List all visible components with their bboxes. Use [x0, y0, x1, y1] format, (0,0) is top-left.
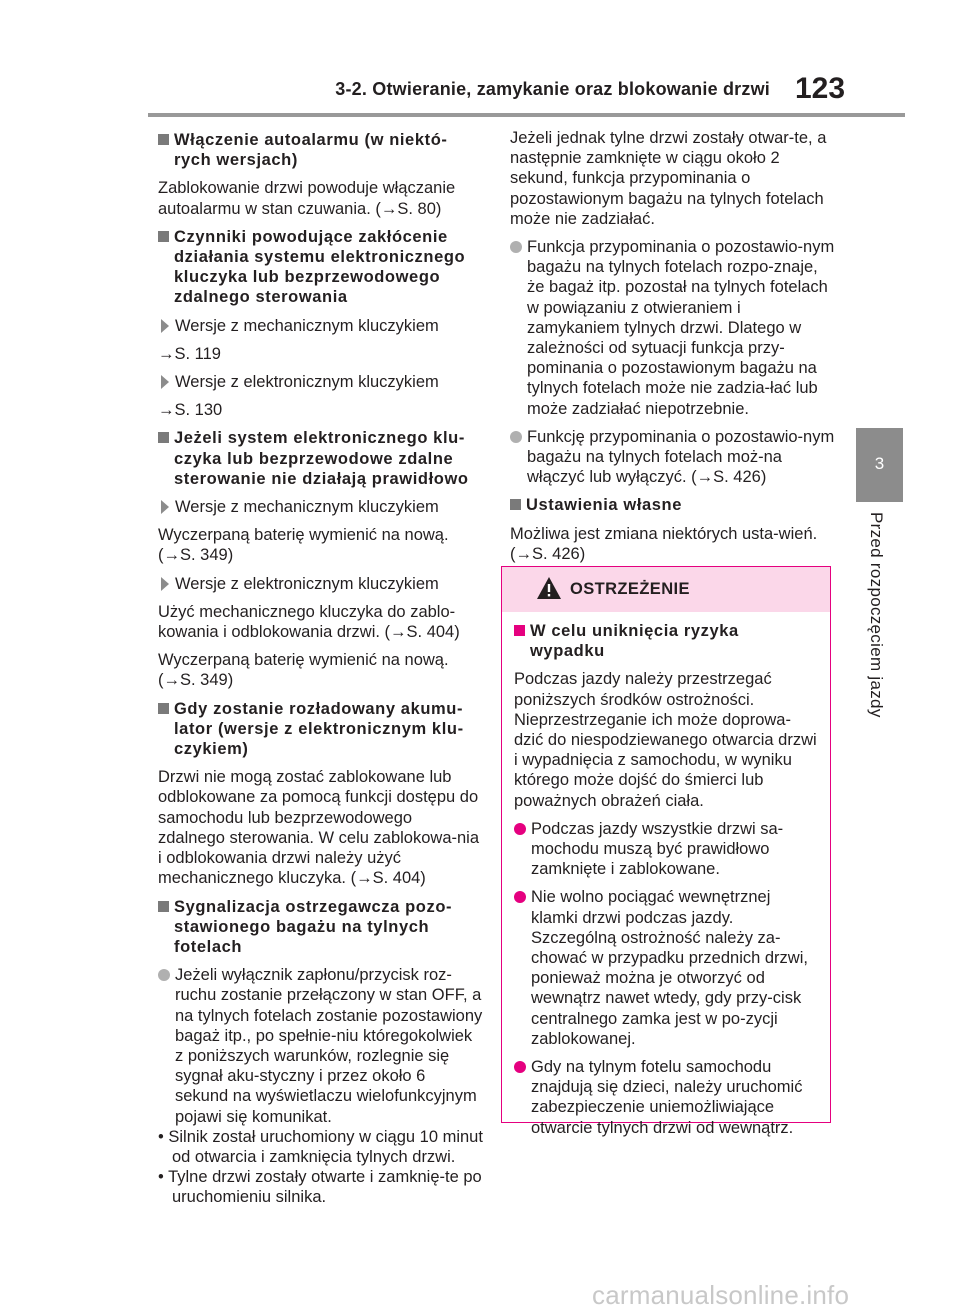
- list-item: • Tylne drzwi zostały otwarte i zamknię-te po uruchomieniu silnika.: [158, 1168, 482, 1207]
- header-rule: [148, 113, 905, 117]
- chapter-label: Przed rozpoczęciem jazdy: [867, 512, 886, 718]
- section-title: 3-2. Otwieranie, zamykanie oraz blokowanie drzwi: [335, 79, 770, 99]
- triangle-arrow-icon: [161, 319, 169, 333]
- left-column: [158, 130, 483, 1208]
- square-bullet-icon: [514, 625, 525, 636]
- warning-triangle-icon: [536, 576, 562, 600]
- warning-header: [502, 567, 830, 612]
- right-column: [510, 128, 835, 572]
- warning-bullet: Gdy na tylnym fotelu samochodu znajdują się dzieci, należy uruchomić zabezpieczenie uniemożliwiające otwarcie tylnych drzwi od wewnątrz.: [514, 1057, 818, 1138]
- circle-bullet-icon: [158, 969, 170, 981]
- variant-item: Wersje z elektronicznym kluczykiem: [158, 372, 483, 392]
- square-bullet-icon: [158, 231, 169, 242]
- warning-body: [502, 612, 830, 1138]
- warning-bullet: Podczas jazdy wszystkie drzwi sa-mochodu muszą być prawidłowo zamknięte i zablokowane.: [514, 819, 818, 880]
- circle-bullet-icon: [510, 241, 522, 253]
- paragraph: Wyczerpaną baterię wymienić na nową. (→S. 349): [158, 651, 449, 690]
- circle-bullet-icon: [514, 891, 526, 903]
- paragraph: Drzwi nie mogą zostać zablokowane lub odblokowane za pomocą funkcji dostępu do samochodu lub bezprzewodowego zdalnego sterowania. W celu zablokowa-nia i odblokowania drzwi należy użyć mechanicznego kluczyka. (→S. 404): [158, 768, 480, 888]
- variant-item: Wersje z mechanicznym kluczykiem: [158, 497, 483, 517]
- heading: Czynniki powodujące zakłócenie działania systemu elektronicznego kluczyka lub bezprzewodowego zdalnego sterowania: [158, 227, 483, 308]
- triangle-arrow-icon: [161, 500, 169, 514]
- triangle-arrow-icon: [161, 375, 169, 389]
- warning-heading: W celu uniknięcia ryzyka wypadku: [514, 621, 818, 661]
- bullet-item: Jeżeli wyłącznik zapłonu/przycisk roz-ruchu zostanie przełączony w stan OFF, a na tylnych fotelach zostanie pozostawiony bagaż itp., po spełnie-niu któregokolwiek z poniższych warunków, rozlegnie się sygnał aku-styczny i przez około 6 sekund na wyświetlaczu wielofunkcyjnym pojawi się komunikat.: [158, 965, 483, 1127]
- warning-title: OSTRZEŻENIE: [570, 580, 690, 598]
- variant-item: Wersje z elektronicznym kluczykiem: [158, 574, 483, 594]
- square-bullet-icon: [158, 901, 169, 912]
- paragraph: Zablokowanie drzwi powoduje włączanie autoalarmu w stan czuwania. (→S. 80): [158, 179, 456, 218]
- variant-item: Wersje z mechanicznym kluczykiem: [158, 316, 483, 336]
- page-reference[interactable]: →S. 119: [158, 344, 221, 363]
- heading: Jeżeli system elektronicznego klu-czyka lub bezprzewodowe zdalne sterowanie nie działają prawidłowo: [158, 428, 483, 489]
- square-bullet-icon: [158, 134, 169, 145]
- bullet-item: Funkcję przypominania o pozostawio-nym bagażu na tylnych fotelach moż-na włączyć lub wyłączyć. (→S. 426): [510, 427, 835, 488]
- paragraph: Użyć mechanicznego kluczyka do zablo-kowania i odblokowania drzwi. (→S. 404): [158, 602, 460, 642]
- page-number: 123: [795, 72, 846, 105]
- warning-box: [501, 566, 831, 1137]
- square-bullet-icon: [158, 703, 169, 714]
- chapter-tab[interactable]: 3: [856, 428, 903, 502]
- paragraph: Wyczerpaną baterię wymienić na nową. (→S. 349): [158, 526, 449, 565]
- circle-bullet-icon: [514, 823, 526, 835]
- square-bullet-icon: [510, 499, 521, 510]
- heading: Gdy zostanie rozładowany akumu-lator (wersje z elektronicznym klu-czykiem): [158, 699, 483, 760]
- page-reference[interactable]: →S. 130: [158, 401, 223, 420]
- bullet-item: Funkcja przypominania o pozostawio-nym bagażu na tylnych fotelach rozpo-znaje, że bagaż itp. pozostał na tylnych fotelach w powiązaniu z otwieraniem i zamykaniem tylnych drzwi. Dlatego w zależności od sytuacji funkcja przy-pominania o pozostawionym bagażu na tylnych fotelach może nie zadzia-łać lub może zadziałać niepotrzebnie.: [510, 237, 835, 419]
- warning-bullet: Nie wolno pociągać wewnętrznej klamki drzwi podczas jazdy. Szczególną ostrożność należy za-chować w przypadku przednich drzwi, ponieważ można je otworzyć od wewnątrz nawet wtedy, gdy przy-cisk centralnego zamka jest w po-zycji zablokowanej.: [514, 887, 818, 1049]
- square-bullet-icon: [158, 432, 169, 443]
- paragraph: Jeżeli jednak tylne drzwi zostały otwar-te, a następnie zamknięte w ciągu około 2 sekund, funkcja przypominania o pozostawionym bagażu na tylnych fotelach może nie zadziałać.: [510, 129, 827, 228]
- heading: Ustawienia własne: [510, 495, 835, 515]
- paragraph: Możliwa jest zmiana niektórych usta-wień. (→S. 426): [510, 524, 818, 563]
- circle-bullet-icon: [514, 1061, 526, 1073]
- heading: Włączenie autoalarmu (w niektó-rych wersjach): [158, 130, 483, 170]
- list-item: • Silnik został uruchomiony w ciągu 10 minut od otwarcia i zamknięcia tylnych drzwi.: [158, 1127, 483, 1166]
- circle-bullet-icon: [510, 431, 522, 443]
- watermark: carmanualsonline.info: [592, 1280, 850, 1310]
- heading: Sygnalizacja ostrzegawcza pozo-stawionego bagażu na tylnych fotelach: [158, 897, 483, 958]
- triangle-arrow-icon: [161, 577, 169, 591]
- warning-paragraph: Podczas jazdy należy przestrzegać poniższych środków ostrożności. Nieprzestrzeganie ich może doprowa-dzić do niespodziewanego otwarcia drzwi i wypadnięcia z samochodu, w wyniku którego może dojść do śmierci lub poważnych obrażeń ciała.: [514, 670, 817, 810]
